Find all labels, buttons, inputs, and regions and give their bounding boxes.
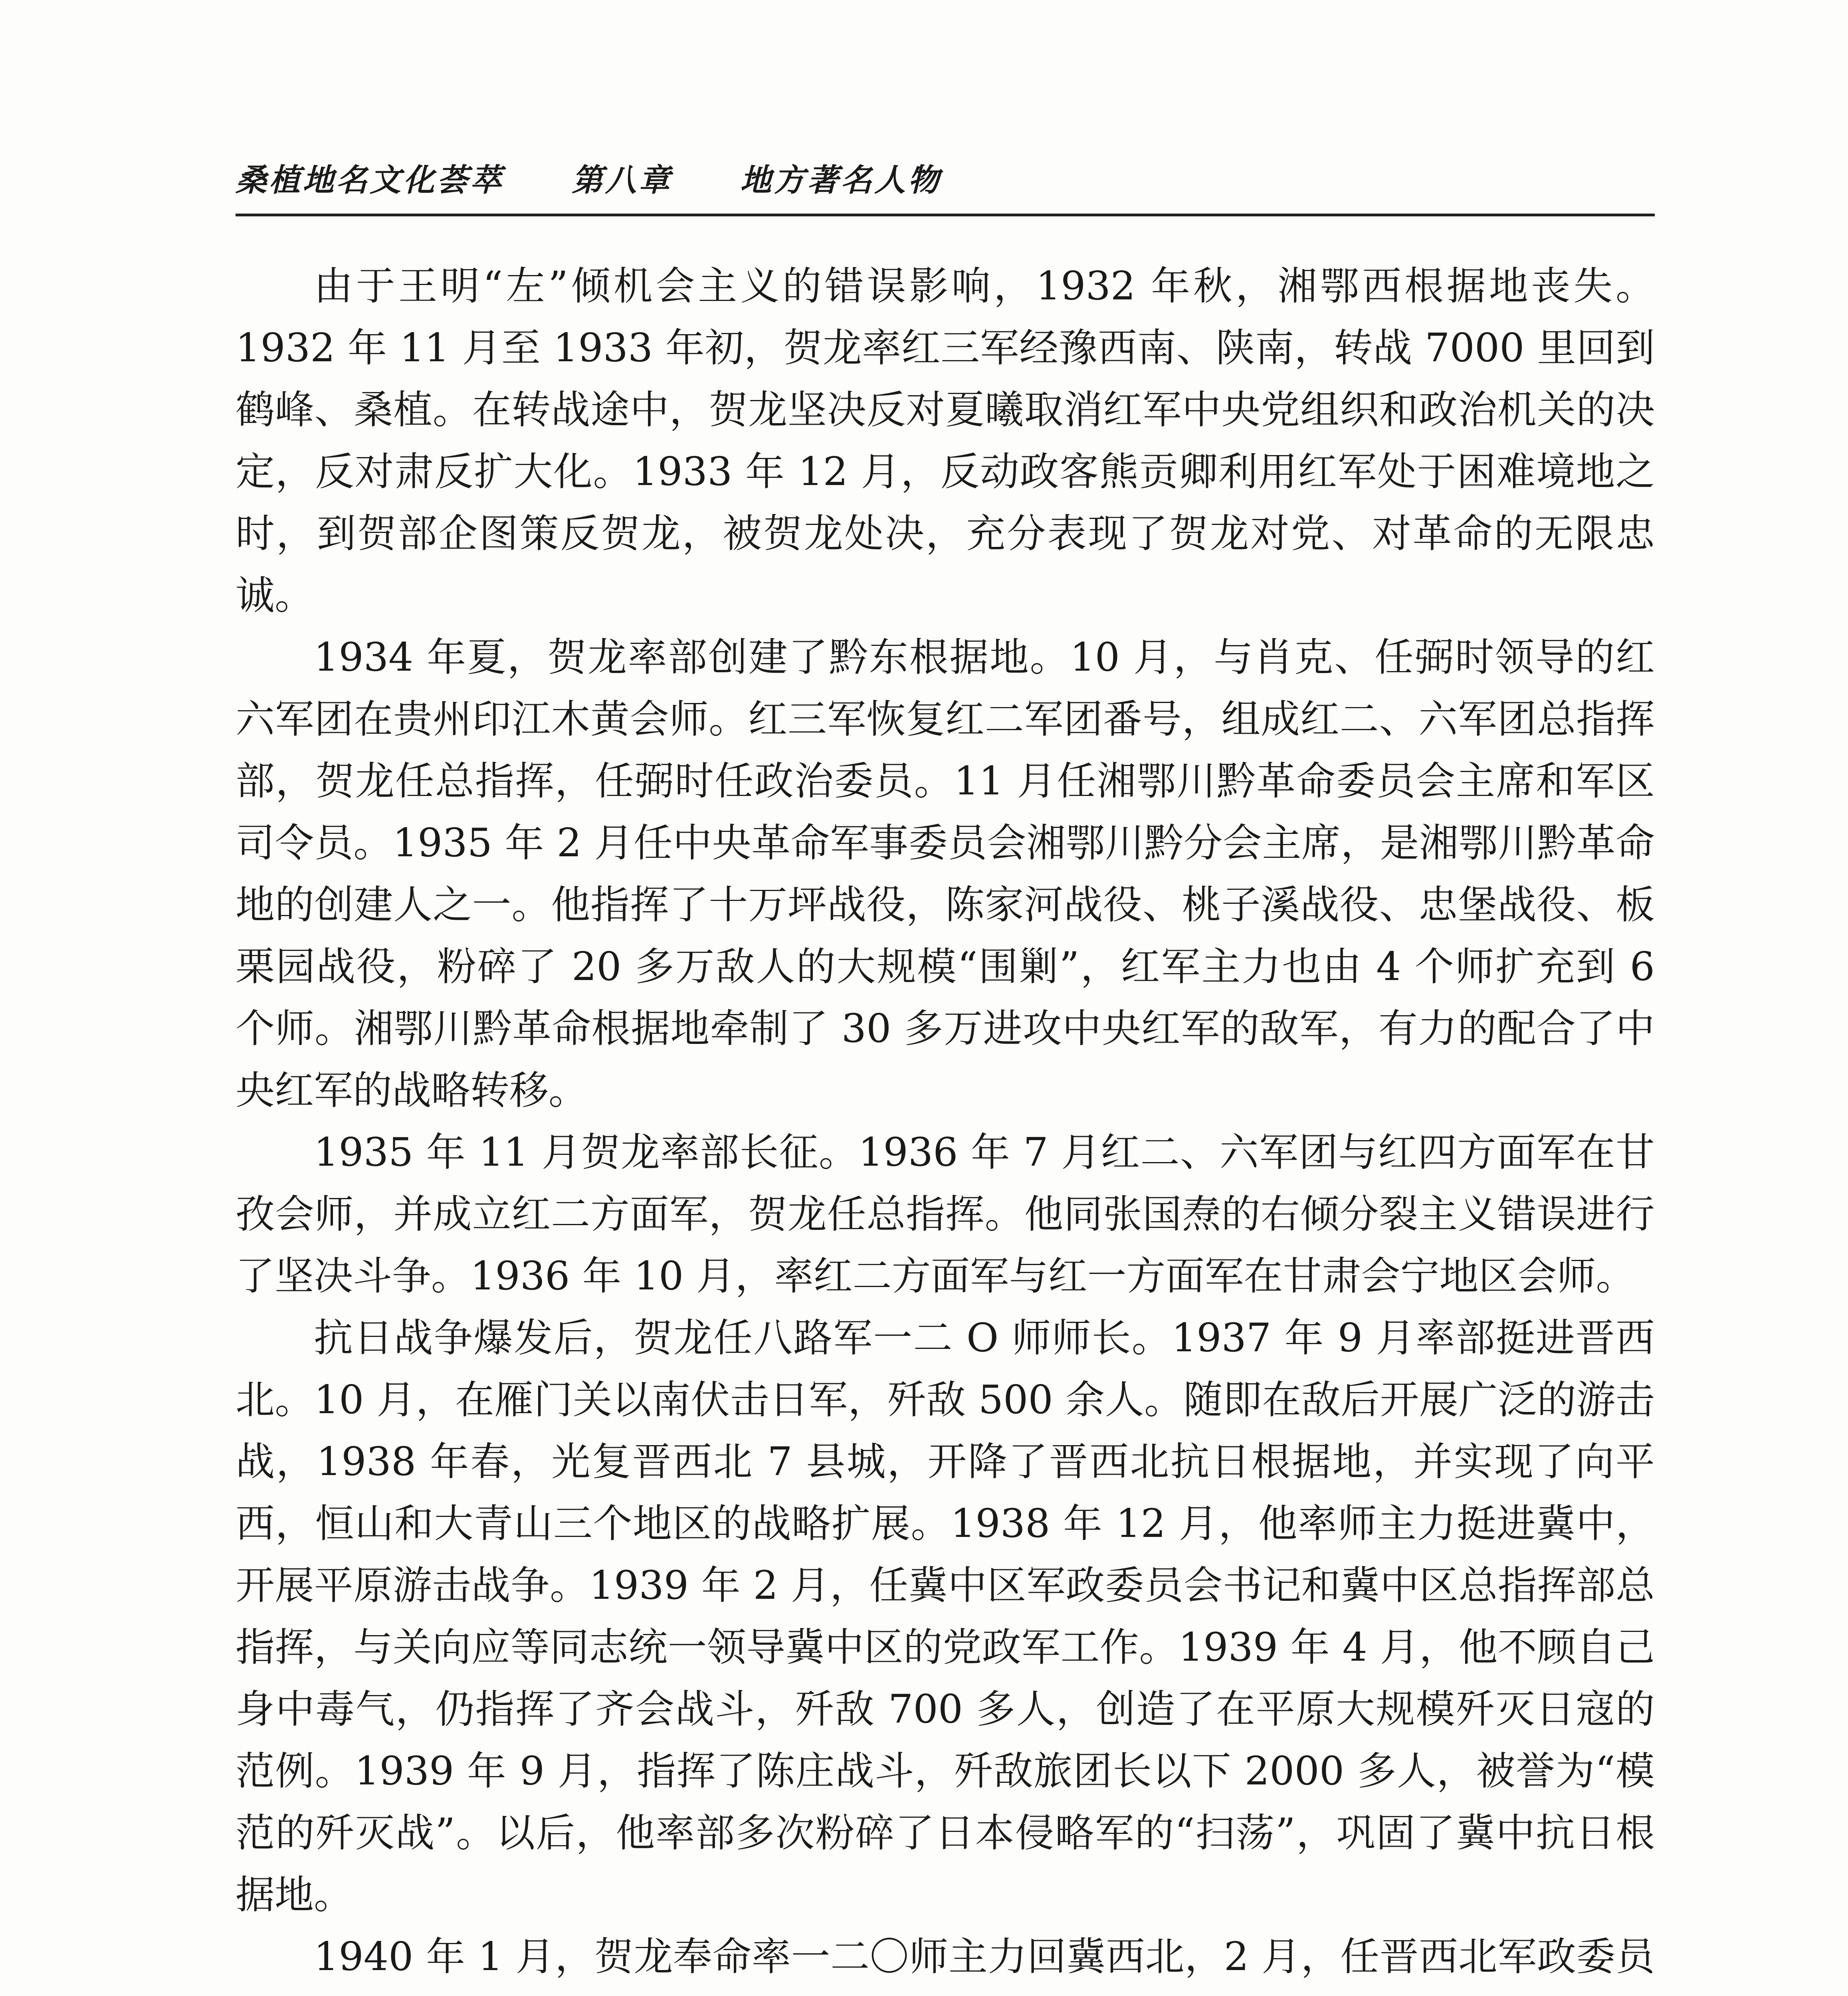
header-divider	[236, 214, 1655, 216]
paragraph: 1935 年 11 月贺龙率部长征。1936 年 7 月红二、六军团与红四方面军在甘孜会师，并成立红二方面军，贺龙任总指挥。他同张国焘的右倾分裂主义错误进行了坚决斗争。1936 年 10 月，率红二方面军与红一方面军在甘肃会宁地区会师。	[236, 1130, 1655, 1299]
running-header	[236, 148, 1653, 208]
paragraph: 1934 年夏，贺龙率部创建了黔东根据地。10 月，与肖克、任弼时领导的红六军团在贵州印江木黄会师。红三军恢复红二军团番号，组成红二、六军团总指挥部，贺龙任总指挥，任弼时任政治委员。11 月任湘鄂川黔革命委员会主席和军区司令员。1935 年 2 月任中央革命军事委员会湘鄂川黔分会主席，是湘鄂川黔革命地的创建人之一。他指挥了十万坪战役，陈家河战役、桃子溪战役、忠堡战役、板栗园战役，粉碎了 20 多万敌人的大规模“围剿”，红军主力也由 4 个师扩充到 6 个师。湘鄂川黔革命根据地牵制了 30 多万进攻中央红军的敌军，有力的配合了中央红军的战略转移。	[236, 635, 1655, 1113]
book-title: 桑植地名文化荟萃	[236, 162, 504, 198]
body-text	[236, 255, 1655, 1996]
chapter-title: 地方著名人物	[740, 162, 942, 198]
paragraph: 抗日战争爆发后，贺龙任八路军一二 O 师师长。1937 年 9 月率部挺进晋西北。10 月，在雁门关以南伏击日军，歼敌 500 余人。随即在敌后开展广泛的游击战，1938 年春，光复晋西北 7 县城，开降了晋西北抗日根据地，并实现了向平西，恒山和大青山三个地区的战略扩展。1938 年 12 月，他率师主力挺进冀中，开展平原游击战争。1939 年 2 月，任冀中区军政委员会书记和冀中区总指挥部总指挥，与关向应等同志统一领导冀中区的党政军工作。1939 年 4 月，他不顾自己身中毒气，仍指挥了齐会战斗，歼敌 700 多人，创造了在平原大规模歼灭日寇的范例。1939 年 9 月，指挥了陈庄战斗，歼敌旅团长以下 2000 多人，被誉为“模范的歼灭战”。以后，他率部多次粉碎了日本侵略军的“扫荡”，巩固了冀中抗日根据地。	[236, 1315, 1655, 1918]
paragraph: 1940 年 1 月，贺龙奉命率一二〇师主力回冀西北，2 月，任晋西北军政委员	[314, 1934, 1655, 1980]
paragraph: 由于王明“左”倾机会主义的错误影响，1932 年秋，湘鄂西根据地丧失。1932 年 11 月至 1933 年初，贺龙率红三军经豫西南、陕南，转战 7000 里回到鹤峰、桑植。在转战途中，贺龙坚决反对夏曦取消红军中央党组织和政治机关的决定，反对肃反扩大化。1933 年 12 月，反动政客熊贡卿利用红军处于困难境地之时，到贺部企图策反贺龙，被贺龙处决，充分表现了贺龙对党、对革命的无限忠诚。	[236, 263, 1655, 618]
chapter-number: 第八章	[572, 162, 673, 198]
